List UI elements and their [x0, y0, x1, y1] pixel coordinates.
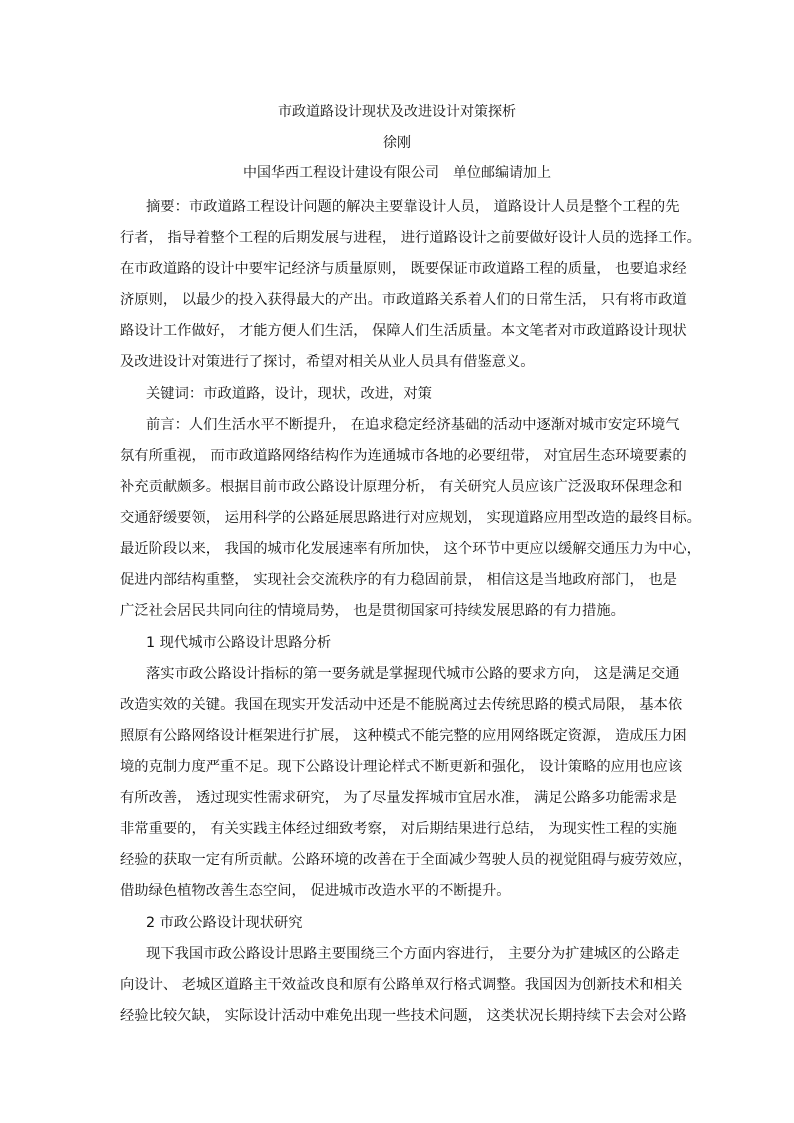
section-body-line: 照原有公路网络设计框架进行扩展， 这种模式不能完整的应用网络既定资源， 造成压力困	[120, 728, 687, 744]
section-body-line: 非常重要的， 有关实践主体经过细致考察， 对后期结果进行总结， 为现实性工程的实施	[120, 821, 677, 837]
section-heading: 1 现代城市公路设计思路分析	[146, 635, 332, 651]
section-body-line: 境的克制力度严重不足。现下公路设计理论样式不断更新和强化， 设计策略的应用也应该	[120, 759, 683, 775]
section-body-line: 经验的获取一定有所贡献。公路环境的改善在于全面减少驾驶人员的视觉阻碍与疲劳效应，	[120, 852, 692, 868]
preface-line: 氛有所重视， 而市政道路网络结构作为连通城市各地的必要纽带， 对宜居生态环境要素的	[120, 448, 687, 464]
section-body-line: 有所改善， 透过现实性需求研究， 为了尽量发挥城市宜居水准， 满足公路多功能需求是	[120, 790, 677, 806]
section-body-line: 落实市政公路设计指标的第一要务就是掌握现代城市公路的要求方向， 这是满足交通	[146, 666, 680, 682]
abstract-line: 在市政道路的设计中要牢记经济与质量原则， 既要保证市政道路工程的质量， 也要追求经	[120, 261, 687, 277]
preface-line: 补充贡献颇多。根据目前市政公路设计原理分析， 有关研究人员应该广泛汲取环保理念和	[120, 479, 683, 495]
document-title: 市政道路设计现状及改进设计对策探析	[278, 104, 516, 120]
abstract-line: 济原则， 以最少的投入获得最大的产出。市政道路关系着人们的日常生活， 只有将市政道	[120, 292, 687, 308]
abstract-line: 摘要：市政道路工程设计问题的解决主要靠设计人员， 道路设计人员是整个工程的先	[146, 199, 680, 215]
keywords-line: 关键词：市政道路，设计，现状，改进，对策	[146, 386, 432, 402]
author-affiliation: 中国华西工程设计建设有限公司 单位邮编请加上	[243, 165, 551, 181]
section-body-line: 经验比较欠缺， 实际设计活动中难免出现一些技术问题， 这类状况长期持续下去会对公路	[120, 1008, 687, 1024]
preface-line: 前言：人们生活水平不断提升， 在追求稳定经济基础的活动中逐渐对城市安定环境气	[146, 417, 680, 433]
section-body-line: 改造实效的关键。我国在现实开发活动中还是不能脱离过去传统思路的模式局限， 基本依	[120, 697, 683, 713]
preface-line: 广泛社会居民共同向往的情境局势， 也是贯彻国家可持续发展思路的有力措施。	[120, 603, 625, 619]
section-body-line: 向设计、 老城区道路主干效益改良和原有公路单双行格式调整。我国因为创新技术和相关	[120, 977, 683, 993]
abstract-line: 路设计工作做好， 才能方便人们生活， 保障人们生活质量。本文笔者对市政道路设计现状	[120, 323, 687, 339]
author-name: 徐刚	[383, 135, 411, 151]
preface-line: 促进内部结构重整， 实现社会交流秩序的有力稳固前景， 相信这是当地政府部门， 也是	[120, 572, 677, 588]
preface-line: 最近阶段以来， 我国的城市化发展速率有所加快， 这个环节中更应以缓解交通压力为中心，	[120, 541, 701, 557]
section-body-line: 借助绿色植物改善生态空间， 促进城市改造水平的不断提升。	[120, 883, 511, 899]
section-body-line: 现下我国市政公路设计思路主要围绕三个方面内容进行， 主要分为扩建城区的公路走	[146, 946, 680, 962]
section-heading: 2 市政公路设计现状研究	[146, 915, 303, 931]
abstract-line: 及改进设计对策进行了探讨，希望对相关从业人员具有借鉴意义。	[120, 354, 535, 370]
abstract-line: 行者， 指导着整个工程的后期发展与进程， 进行道路设计之前要做好设计人员的选择工作。	[120, 230, 701, 246]
preface-line: 交通舒缓要领， 运用科学的公路延展思路进行对应规划， 实现道路应用型改造的最终目标。	[120, 510, 701, 526]
